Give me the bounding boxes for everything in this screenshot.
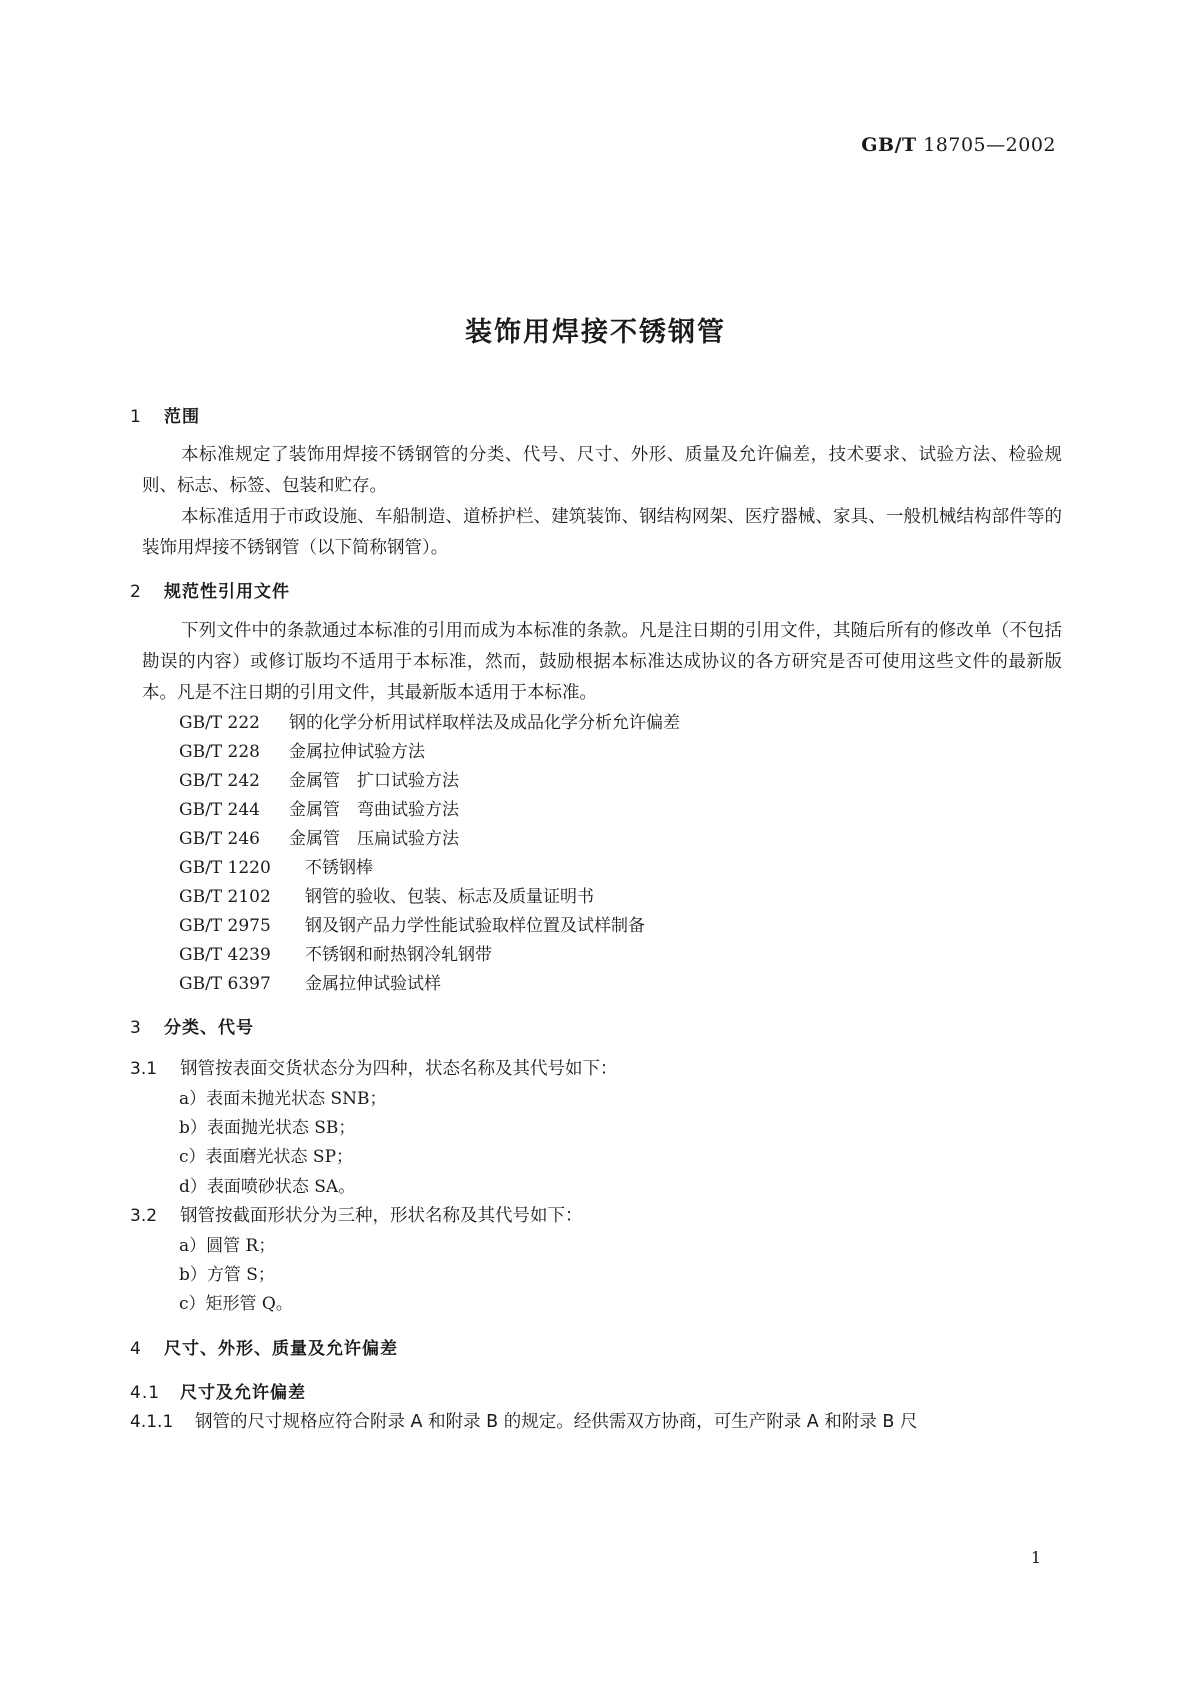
clause-number: 4.1 — [130, 1383, 161, 1403]
section-number: 2 — [130, 582, 142, 602]
reference-item — [179, 940, 492, 965]
section-number: 3 — [130, 1018, 142, 1038]
reference-code: GB/T 228 — [179, 742, 260, 762]
reference-name: 钢管的验收、包装、标志及质量证明书 — [305, 887, 594, 907]
reference-name: 金属管 扩口试验方法 — [289, 771, 459, 791]
reference-name: 金属拉伸试验试样 — [305, 974, 441, 994]
list-item: b）表面抛光状态 SB； — [179, 1118, 356, 1138]
reference-name: 金属管 弯曲试验方法 — [289, 800, 459, 820]
section-1-paragraph-1: 本标准规定了装饰用焊接不锈钢管的分类、代号、尺寸、外形、质量及允许偏差，技术要求、试验方法、检验规则、标志、标签、包装和贮存。 — [142, 445, 1062, 496]
reference-item — [179, 795, 459, 820]
section-2-heading — [130, 577, 290, 602]
reference-code: GB/T 4239 — [179, 945, 271, 965]
reference-code: GB/T 2102 — [179, 887, 271, 907]
reference-name: 金属拉伸试验方法 — [289, 742, 425, 762]
list-item: a）圆管 R； — [179, 1236, 276, 1256]
page-number: 1 — [1030, 1548, 1041, 1567]
section-title: 分类、代号 — [164, 1018, 254, 1038]
clause-4-1-1 — [130, 1407, 917, 1438]
clause-3-1 — [130, 1054, 618, 1085]
reference-name: 钢的化学分析用试样取样法及成品化学分析允许偏差 — [289, 713, 680, 733]
clause-number: 3.2 — [130, 1206, 158, 1226]
reference-code: GB/T 1220 — [179, 858, 271, 878]
clause-4-1-heading — [130, 1378, 306, 1403]
standard-prefix: GB/T — [861, 134, 917, 156]
reference-code: GB/T 2975 — [179, 916, 271, 936]
clause-number: 3.1 — [130, 1059, 158, 1079]
reference-item — [179, 737, 425, 762]
reference-item — [179, 853, 373, 878]
reference-code: GB/T 242 — [179, 771, 260, 791]
reference-item — [179, 882, 594, 907]
section-number: 4 — [130, 1339, 142, 1359]
list-item: b）方管 S； — [179, 1265, 275, 1285]
clause-text: 钢管按截面形状分为三种，形状名称及其代号如下： — [180, 1206, 583, 1226]
reference-code: GB/T 6397 — [179, 974, 271, 994]
clause-3-2 — [130, 1201, 583, 1232]
reference-name: 不锈钢棒 — [305, 858, 373, 878]
section-number: 1 — [130, 407, 142, 427]
section-title: 范围 — [164, 407, 200, 427]
clause-number: 4.1.1 — [130, 1412, 174, 1432]
list-item: a）表面未抛光状态 SNB； — [179, 1089, 387, 1109]
reference-code: GB/T 246 — [179, 829, 260, 849]
section-2-paragraph-1: 下列文件中的条款通过本标准的引用而成为本标准的条款。凡是注日期的引用文件，其随后所有的修改单（不包括勘误的内容）或修订版均不适用于本标准，然而，鼓励根据本标准达成协议的各方研究是否可使用这些文件的最新版本。凡是不注日期的引用文件，其最新版本适用于本标准。 — [142, 621, 1062, 703]
document-title: 装饰用焊接不锈钢管 — [465, 317, 726, 348]
section-4-heading — [130, 1334, 398, 1359]
section-3-heading — [130, 1013, 254, 1038]
clause-text: 钢管的尺寸规格应符合附录 A 和附录 B 的规定。经供需双方协商，可生产附录 A 和附录 B 尺 — [195, 1412, 918, 1432]
reference-item — [179, 824, 459, 849]
list-item: c）矩形管 Q。 — [179, 1294, 293, 1314]
standard-code — [861, 134, 1056, 156]
reference-item — [179, 911, 645, 936]
section-1-heading — [130, 402, 200, 427]
reference-code: GB/T 222 — [179, 713, 260, 733]
clause-text: 钢管按表面交货状态分为四种，状态名称及其代号如下： — [180, 1059, 618, 1079]
clause-title: 尺寸及允许偏差 — [180, 1383, 306, 1403]
list-item: d）表面喷砂状态 SA。 — [179, 1177, 356, 1197]
section-1-paragraph-2: 本标准适用于市政设施、车船制造、道桥护栏、建筑装饰、钢结构网架、医疗器械、家具、一般机械结构部件等的装饰用焊接不锈钢管（以下简称钢管）。 — [142, 507, 1062, 558]
standard-number: 18705—2002 — [923, 134, 1056, 156]
reference-name: 金属管 压扁试验方法 — [289, 829, 459, 849]
reference-item — [179, 969, 441, 994]
reference-code: GB/T 244 — [179, 800, 260, 820]
reference-name: 不锈钢和耐热钢冷轧钢带 — [305, 945, 492, 965]
reference-item — [179, 766, 459, 791]
reference-item — [179, 708, 680, 733]
section-title: 尺寸、外形、质量及允许偏差 — [164, 1339, 398, 1359]
list-item: c）表面磨光状态 SP； — [179, 1147, 354, 1167]
reference-name: 钢及钢产品力学性能试验取样位置及试样制备 — [305, 916, 645, 936]
section-title: 规范性引用文件 — [164, 582, 290, 602]
